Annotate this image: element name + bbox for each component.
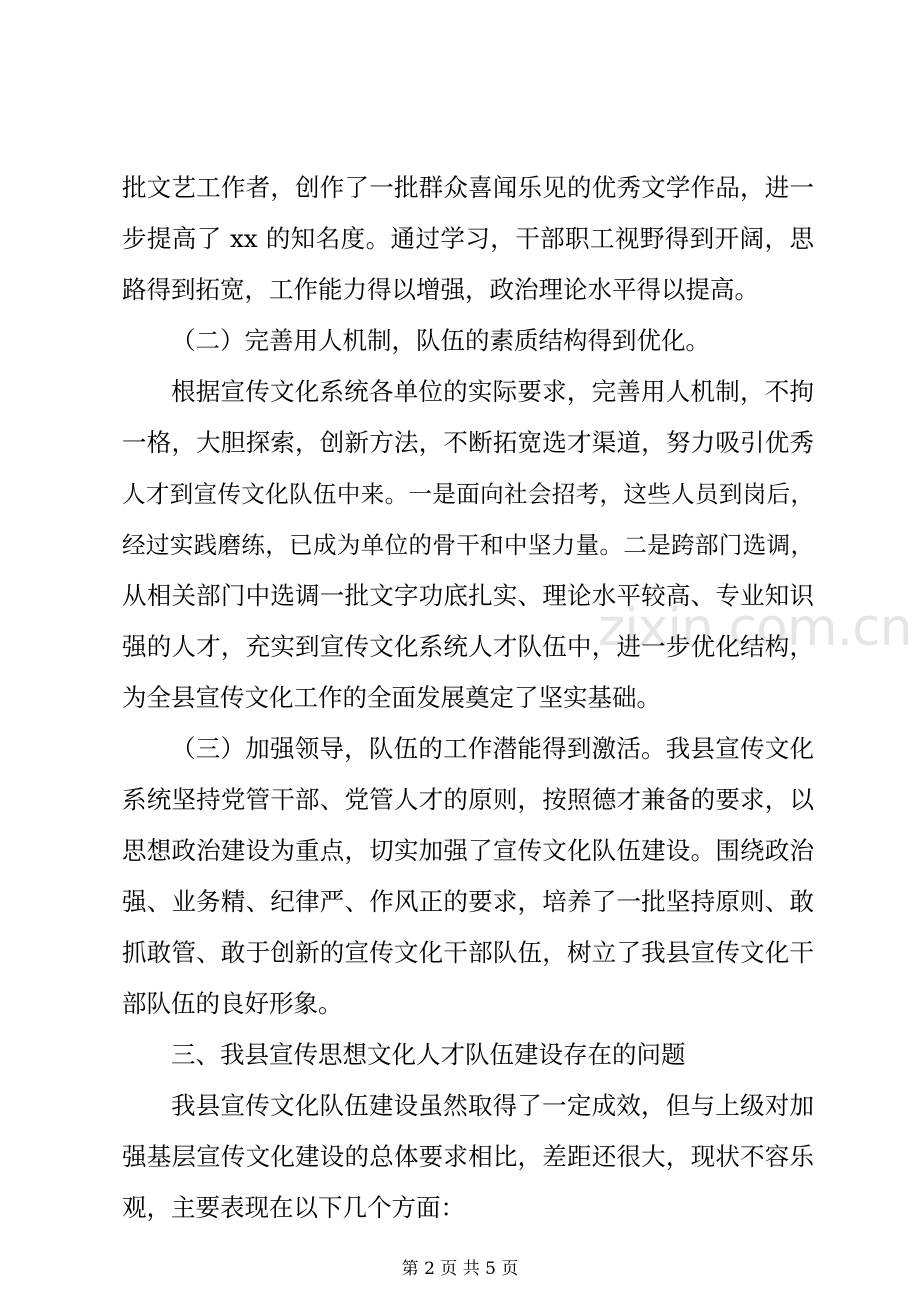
text-line: 经过实践磨练，已成为单位的骨干和中坚力量。二是跨部门选调， [122,531,814,559]
text-line: 从相关部门中选调一批文字功底扎实、理论水平较高、专业知识 [122,581,814,610]
text-line: 路得到拓宽，工作能力得以增强，政治理论水平得以提高。 [122,275,759,304]
text-line: 系统坚持党管干部、党管人才的原则，按照德才兼备的要求，以 [122,785,814,814]
section-heading: （三）加强领导，队伍的工作潜能得到激活。我县宣传文化 [171,734,814,763]
text-line: 思想政治建设为重点，切实加强了宣传文化队伍建设。围绕政治 [122,836,814,865]
text-line: 抓敢管、敢于创新的宣传文化干部队伍，树立了我县宣传文化干 [122,938,814,967]
page-footer: 第 2 页 共 5 页 [401,1259,519,1279]
text-line: 批文艺工作者，创作了一批群众喜闻乐见的优秀文学作品，进一 [122,173,814,202]
text-line: 强、业务精、纪律严、作风正的要求，培养了一批坚持原则、敢 [122,887,814,916]
text-line: 强的人才，充实到宣传文化系统人才队伍中，进一步优化结构， [122,632,814,661]
text-line: 强基层宣传文化建设的总体要求相比，差距还很大，现状不容乐 [122,1142,814,1171]
text-line: 我县宣传文化队伍建设虽然取得了一定成效，但与上级对加 [171,1091,814,1120]
text-line: 观，主要表现在以下几个方面： [122,1193,465,1222]
text-line: 一格，大胆探索，创新方法，不断拓宽选才渠道，努力吸引优秀 [122,428,814,457]
section-heading: （二）完善用人机制，队伍的素质结构得到优化。 [171,326,710,355]
text-line: 步提高了 xx 的知名度。通过学习，干部职工视野得到开阔，思 [122,224,814,253]
watermark: zixin.com.cn [598,598,912,658]
section-heading: 三、我县宣传思想文化人才队伍建设存在的问题 [171,1040,686,1069]
text-line: 部队伍的良好形象。 [122,989,343,1018]
text-line: 人才到宣传文化队伍中来。一是面向社会招考，这些人员到岗后， [122,480,814,508]
text-line: 为全县宣传文化工作的全面发展奠定了坚实基础。 [122,683,661,712]
text-line: 根据宣传文化系统各单位的实际要求，完善用人机制，不拘 [171,377,814,406]
